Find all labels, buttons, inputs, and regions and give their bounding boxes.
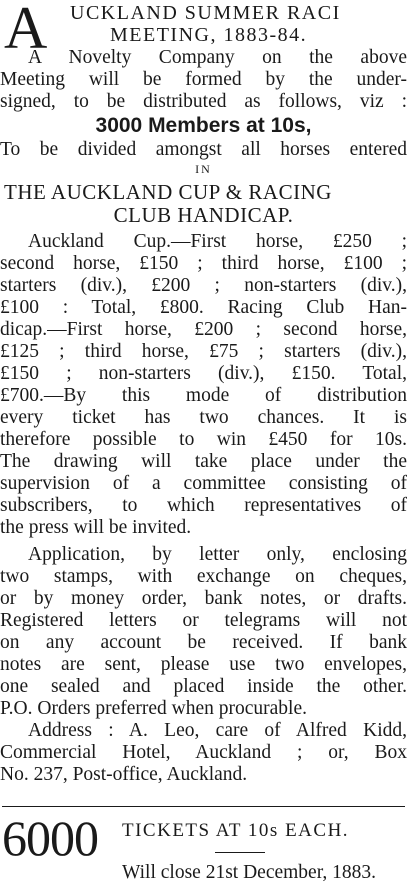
close-text: Will close 21st December, 1883.: [122, 862, 377, 883]
divided-line: To be divided amongst all horses entered: [0, 139, 407, 160]
in-word: IN: [195, 162, 212, 176]
prizes-line-2: second horse, £150 ; third horse, £100 ;: [0, 253, 407, 274]
tickets-text: TICKETS AT 10s EACH.: [122, 820, 350, 841]
prizes-line-14: the press will be invited.: [0, 517, 192, 538]
application-line-5: on any account be received. If bank: [0, 632, 407, 653]
address-line-2: Commercial Hotel, Auckland ; or, Box: [0, 742, 407, 763]
title-line-1: UCKLAND SUMMER RACI: [70, 2, 341, 24]
intro-line-1: A Novelty Company on the above: [28, 47, 407, 68]
footer-short-rule: [215, 852, 265, 853]
address-line-1: Address : A. Leo, care of Alfred Kidd,: [28, 720, 407, 741]
cup-heading-line-2: CLUB HANDICAP.: [113, 204, 294, 226]
footer-divider: [2, 806, 405, 807]
intro-line-2: Meeting will be formed by the under-: [0, 69, 407, 90]
application-line-1: Application, by letter only, enclosing: [28, 544, 407, 565]
address-line-3: No. 237, Post-office, Auckland.: [0, 764, 248, 785]
prizes-line-5: dicap.—First horse, £200 ; second horse,: [0, 319, 407, 340]
application-line-6: notes are sent, please use two envelopes,: [0, 654, 407, 675]
prizes-line-9: every ticket has two chances. It is: [0, 407, 407, 428]
prizes-line-8: £700.—By this mode of distribution: [0, 385, 407, 406]
prizes-line-11: The drawing will take place under the: [0, 451, 407, 472]
application-line-8: P.O. Orders preferred when procurable.: [0, 698, 308, 719]
prizes-line-12: supervision of a committee consisting of: [0, 473, 407, 494]
prizes-line-1: Auckland Cup.—First horse, £250 ;: [28, 231, 407, 252]
prizes-line-13: subscribers, to which representatives of: [0, 495, 407, 516]
application-line-3: or by money order, bank notes, or drafts.: [0, 588, 407, 609]
application-line-4: Registered letters or telegrams will not: [0, 610, 407, 631]
title-line-2: MEETING, 1883-84.: [110, 24, 308, 46]
big-number: 6000: [2, 810, 98, 866]
cup-heading-line-1: THE AUCKLAND CUP & RACING: [4, 181, 332, 203]
prizes-line-7: £150 ; non-starters (div.), £150. Total,: [0, 363, 407, 384]
intro-line-3: signed, to be distributed as follows, viz :: [0, 91, 407, 112]
prizes-line-6: £125 ; third horse, £75 ; starters (div.),: [0, 341, 407, 362]
prizes-line-10: therefore possible to win £450 for 10s.: [0, 429, 407, 450]
application-line-2: two stamps, with exchange on cheques,: [0, 566, 407, 587]
prizes-line-3: starters (div.), £200 ; non-starters (div.),: [0, 275, 407, 296]
members-line: 3000 Members at 10s,: [95, 115, 312, 137]
prizes-line-4: £100 : Total, £800. Racing Club Han-: [0, 297, 407, 318]
application-line-7: one sealed and placed inside the other.: [0, 676, 407, 697]
title-drop-cap: A: [4, 0, 48, 61]
